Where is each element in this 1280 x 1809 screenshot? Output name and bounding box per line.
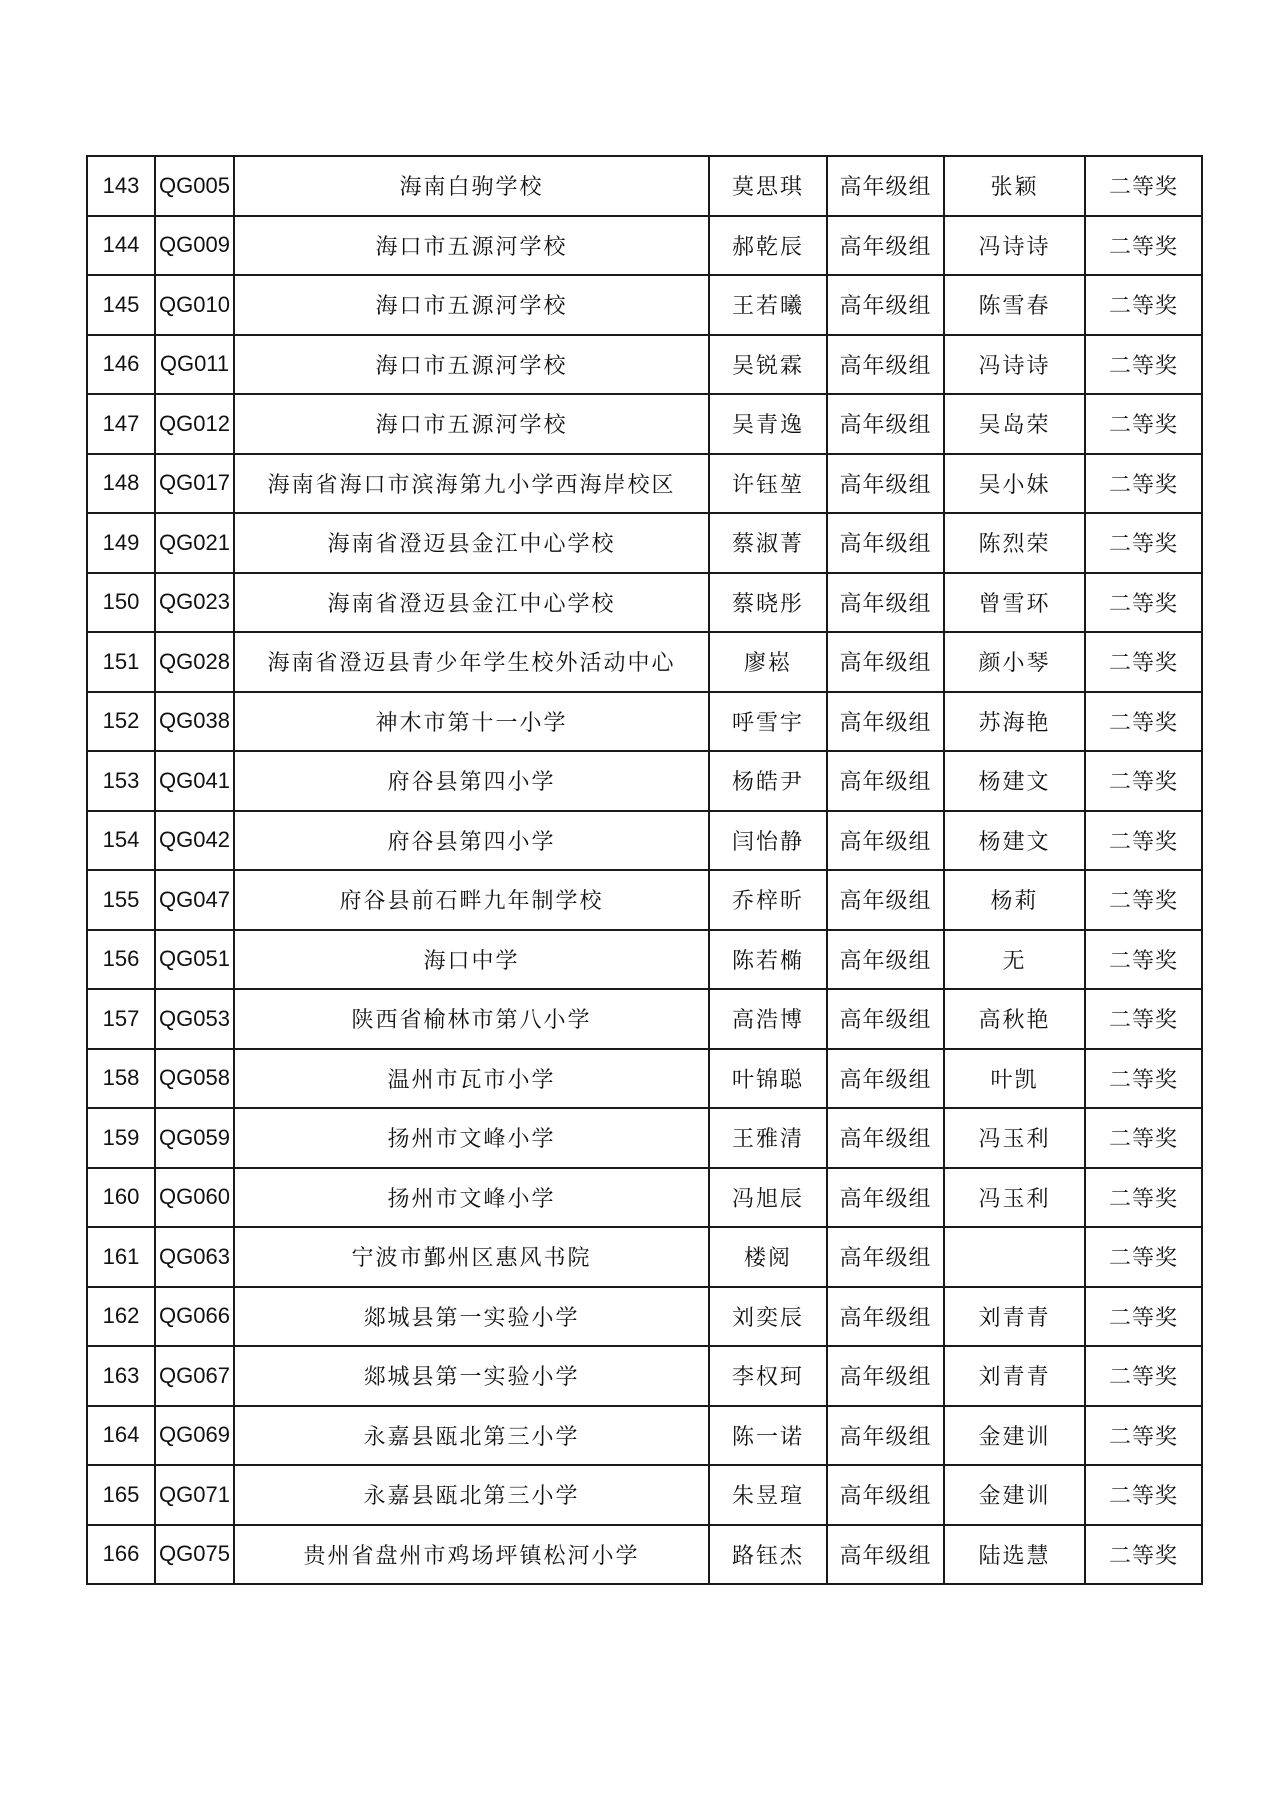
group-name-cell: 高年级组 — [827, 632, 944, 692]
award-level-cell: 二等奖 — [1085, 335, 1202, 395]
teacher-name-cell: 陈烈荣 — [944, 513, 1085, 573]
group-name-cell: 高年级组 — [827, 811, 944, 871]
school-name-cell: 陕西省榆林市第八小学 — [234, 989, 709, 1049]
row-number-cell: 149 — [87, 513, 155, 573]
award-level-cell: 二等奖 — [1085, 454, 1202, 514]
award-level-cell: 二等奖 — [1085, 275, 1202, 335]
teacher-name-cell: 冯玉利 — [944, 1168, 1085, 1228]
row-number-cell: 159 — [87, 1108, 155, 1168]
table-row — [87, 1168, 1202, 1228]
award-level-cell: 二等奖 — [1085, 1227, 1202, 1287]
student-name-cell: 吴锐霖 — [709, 335, 827, 395]
row-number-cell: 150 — [87, 573, 155, 633]
group-name-cell: 高年级组 — [827, 216, 944, 276]
teacher-name-cell: 高秋艳 — [944, 989, 1085, 1049]
entry-code-cell: QG009 — [155, 216, 234, 276]
entry-code-cell: QG041 — [155, 751, 234, 811]
teacher-name-cell: 无 — [944, 930, 1085, 990]
group-name-cell: 高年级组 — [827, 1525, 944, 1585]
entry-code-cell: QG058 — [155, 1049, 234, 1109]
school-name-cell: 扬州市文峰小学 — [234, 1168, 709, 1228]
teacher-name-cell: 杨建文 — [944, 811, 1085, 871]
entry-code-cell: QG059 — [155, 1108, 234, 1168]
row-number-cell: 151 — [87, 632, 155, 692]
teacher-name-cell — [944, 1227, 1085, 1287]
teacher-name-cell: 陈雪春 — [944, 275, 1085, 335]
teacher-name-cell: 金建训 — [944, 1406, 1085, 1466]
award-level-cell: 二等奖 — [1085, 870, 1202, 930]
student-name-cell: 王若曦 — [709, 275, 827, 335]
row-number-cell: 155 — [87, 870, 155, 930]
table-row — [87, 216, 1202, 276]
student-name-cell: 郝乾辰 — [709, 216, 827, 276]
award-level-cell: 二等奖 — [1085, 811, 1202, 871]
school-name-cell: 郯城县第一实验小学 — [234, 1346, 709, 1406]
award-level-cell: 二等奖 — [1085, 632, 1202, 692]
teacher-name-cell: 刘青青 — [944, 1287, 1085, 1347]
award-level-cell: 二等奖 — [1085, 573, 1202, 633]
row-number-cell: 164 — [87, 1406, 155, 1466]
teacher-name-cell: 冯玉利 — [944, 1108, 1085, 1168]
school-name-cell: 扬州市文峰小学 — [234, 1108, 709, 1168]
entry-code-cell: QG023 — [155, 573, 234, 633]
student-name-cell: 楼阅 — [709, 1227, 827, 1287]
school-name-cell: 永嘉县瓯北第三小学 — [234, 1406, 709, 1466]
award-level-cell: 二等奖 — [1085, 1108, 1202, 1168]
group-name-cell: 高年级组 — [827, 275, 944, 335]
student-name-cell: 蔡晓彤 — [709, 573, 827, 633]
group-name-cell: 高年级组 — [827, 1346, 944, 1406]
award-level-cell: 二等奖 — [1085, 692, 1202, 752]
table-row — [87, 1227, 1202, 1287]
award-level-cell: 二等奖 — [1085, 513, 1202, 573]
teacher-name-cell: 吴小妹 — [944, 454, 1085, 514]
group-name-cell: 高年级组 — [827, 156, 944, 216]
student-name-cell: 呼雪宇 — [709, 692, 827, 752]
award-level-cell: 二等奖 — [1085, 1346, 1202, 1406]
group-name-cell: 高年级组 — [827, 394, 944, 454]
school-name-cell: 海口市五源河学校 — [234, 216, 709, 276]
teacher-name-cell: 冯诗诗 — [944, 335, 1085, 395]
group-name-cell: 高年级组 — [827, 1287, 944, 1347]
award-level-cell: 二等奖 — [1085, 989, 1202, 1049]
student-name-cell: 闫怡静 — [709, 811, 827, 871]
award-list-page — [86, 155, 1201, 1585]
row-number-cell: 152 — [87, 692, 155, 752]
entry-code-cell: QG021 — [155, 513, 234, 573]
teacher-name-cell: 叶凯 — [944, 1049, 1085, 1109]
teacher-name-cell: 刘青青 — [944, 1346, 1085, 1406]
row-number-cell: 160 — [87, 1168, 155, 1228]
student-name-cell: 刘奕辰 — [709, 1287, 827, 1347]
teacher-name-cell: 张颖 — [944, 156, 1085, 216]
table-row — [87, 335, 1202, 395]
school-name-cell: 府谷县第四小学 — [234, 811, 709, 871]
entry-code-cell: QG005 — [155, 156, 234, 216]
student-name-cell: 许钰堃 — [709, 454, 827, 514]
row-number-cell: 162 — [87, 1287, 155, 1347]
student-name-cell: 陈若椭 — [709, 930, 827, 990]
school-name-cell: 府谷县第四小学 — [234, 751, 709, 811]
student-name-cell: 乔梓昕 — [709, 870, 827, 930]
school-name-cell: 海口市五源河学校 — [234, 335, 709, 395]
school-name-cell: 海口市五源河学校 — [234, 275, 709, 335]
award-table-body — [87, 156, 1202, 1584]
entry-code-cell: QG067 — [155, 1346, 234, 1406]
teacher-name-cell: 苏海艳 — [944, 692, 1085, 752]
entry-code-cell: QG066 — [155, 1287, 234, 1347]
table-row — [87, 1346, 1202, 1406]
teacher-name-cell: 吴岛荣 — [944, 394, 1085, 454]
student-name-cell: 高浩博 — [709, 989, 827, 1049]
table-row — [87, 156, 1202, 216]
row-number-cell: 154 — [87, 811, 155, 871]
school-name-cell: 海口中学 — [234, 930, 709, 990]
student-name-cell: 叶锦聪 — [709, 1049, 827, 1109]
row-number-cell: 158 — [87, 1049, 155, 1109]
entry-code-cell: QG069 — [155, 1406, 234, 1466]
entry-code-cell: QG038 — [155, 692, 234, 752]
student-name-cell: 廖崧 — [709, 632, 827, 692]
table-row — [87, 1525, 1202, 1585]
entry-code-cell: QG051 — [155, 930, 234, 990]
entry-code-cell: QG012 — [155, 394, 234, 454]
school-name-cell: 海口市五源河学校 — [234, 394, 709, 454]
award-level-cell: 二等奖 — [1085, 156, 1202, 216]
table-row — [87, 870, 1202, 930]
row-number-cell: 157 — [87, 989, 155, 1049]
entry-code-cell: QG042 — [155, 811, 234, 871]
school-name-cell: 海南省澄迈县金江中心学校 — [234, 513, 709, 573]
group-name-cell: 高年级组 — [827, 1227, 944, 1287]
award-level-cell: 二等奖 — [1085, 1525, 1202, 1585]
school-name-cell: 郯城县第一实验小学 — [234, 1287, 709, 1347]
table-row — [87, 811, 1202, 871]
table-row — [87, 1465, 1202, 1525]
group-name-cell: 高年级组 — [827, 1168, 944, 1228]
teacher-name-cell: 颜小琴 — [944, 632, 1085, 692]
award-level-cell: 二等奖 — [1085, 751, 1202, 811]
award-level-cell: 二等奖 — [1085, 216, 1202, 276]
entry-code-cell: QG075 — [155, 1525, 234, 1585]
group-name-cell: 高年级组 — [827, 1406, 944, 1466]
school-name-cell: 神木市第十一小学 — [234, 692, 709, 752]
row-number-cell: 166 — [87, 1525, 155, 1585]
teacher-name-cell: 陆选慧 — [944, 1525, 1085, 1585]
group-name-cell: 高年级组 — [827, 1049, 944, 1109]
row-number-cell: 147 — [87, 394, 155, 454]
row-number-cell: 153 — [87, 751, 155, 811]
entry-code-cell: QG028 — [155, 632, 234, 692]
group-name-cell: 高年级组 — [827, 513, 944, 573]
table-row — [87, 454, 1202, 514]
student-name-cell: 冯旭辰 — [709, 1168, 827, 1228]
school-name-cell: 贵州省盘州市鸡场坪镇松河小学 — [234, 1525, 709, 1585]
group-name-cell: 高年级组 — [827, 1465, 944, 1525]
student-name-cell: 李权珂 — [709, 1346, 827, 1406]
row-number-cell: 165 — [87, 1465, 155, 1525]
table-row — [87, 751, 1202, 811]
student-name-cell: 陈一诺 — [709, 1406, 827, 1466]
group-name-cell: 高年级组 — [827, 335, 944, 395]
student-name-cell: 莫思琪 — [709, 156, 827, 216]
entry-code-cell: QG053 — [155, 989, 234, 1049]
table-row — [87, 692, 1202, 752]
award-level-cell: 二等奖 — [1085, 1406, 1202, 1466]
group-name-cell: 高年级组 — [827, 1108, 944, 1168]
group-name-cell: 高年级组 — [827, 989, 944, 1049]
entry-code-cell: QG010 — [155, 275, 234, 335]
entry-code-cell: QG071 — [155, 1465, 234, 1525]
row-number-cell: 161 — [87, 1227, 155, 1287]
table-row — [87, 394, 1202, 454]
school-name-cell: 宁波市鄞州区惠风书院 — [234, 1227, 709, 1287]
school-name-cell: 温州市瓦市小学 — [234, 1049, 709, 1109]
award-level-cell: 二等奖 — [1085, 1168, 1202, 1228]
award-level-cell: 二等奖 — [1085, 394, 1202, 454]
row-number-cell: 144 — [87, 216, 155, 276]
table-row — [87, 930, 1202, 990]
table-row — [87, 989, 1202, 1049]
award-level-cell: 二等奖 — [1085, 930, 1202, 990]
table-row — [87, 1049, 1202, 1109]
award-level-cell: 二等奖 — [1085, 1049, 1202, 1109]
award-level-cell: 二等奖 — [1085, 1465, 1202, 1525]
entry-code-cell: QG060 — [155, 1168, 234, 1228]
teacher-name-cell: 曾雪环 — [944, 573, 1085, 633]
table-row — [87, 573, 1202, 633]
entry-code-cell: QG063 — [155, 1227, 234, 1287]
student-name-cell: 王雅清 — [709, 1108, 827, 1168]
table-row — [87, 1287, 1202, 1347]
school-name-cell: 海南白驹学校 — [234, 156, 709, 216]
award-table — [86, 155, 1203, 1585]
student-name-cell: 朱昱瑄 — [709, 1465, 827, 1525]
student-name-cell: 吴青逸 — [709, 394, 827, 454]
table-row — [87, 632, 1202, 692]
teacher-name-cell: 杨建文 — [944, 751, 1085, 811]
school-name-cell: 海南省澄迈县青少年学生校外活动中心 — [234, 632, 709, 692]
teacher-name-cell: 金建训 — [944, 1465, 1085, 1525]
teacher-name-cell: 杨莉 — [944, 870, 1085, 930]
teacher-name-cell: 冯诗诗 — [944, 216, 1085, 276]
school-name-cell: 永嘉县瓯北第三小学 — [234, 1465, 709, 1525]
entry-code-cell: QG017 — [155, 454, 234, 514]
award-level-cell: 二等奖 — [1085, 1287, 1202, 1347]
row-number-cell: 145 — [87, 275, 155, 335]
group-name-cell: 高年级组 — [827, 751, 944, 811]
student-name-cell: 杨皓尹 — [709, 751, 827, 811]
row-number-cell: 163 — [87, 1346, 155, 1406]
row-number-cell: 156 — [87, 930, 155, 990]
entry-code-cell: QG011 — [155, 335, 234, 395]
student-name-cell: 蔡淑菁 — [709, 513, 827, 573]
table-row — [87, 275, 1202, 335]
student-name-cell: 路钰杰 — [709, 1525, 827, 1585]
table-row — [87, 1108, 1202, 1168]
row-number-cell: 146 — [87, 335, 155, 395]
row-number-cell: 143 — [87, 156, 155, 216]
group-name-cell: 高年级组 — [827, 930, 944, 990]
entry-code-cell: QG047 — [155, 870, 234, 930]
school-name-cell: 海南省澄迈县金江中心学校 — [234, 573, 709, 633]
table-row — [87, 513, 1202, 573]
group-name-cell: 高年级组 — [827, 573, 944, 633]
school-name-cell: 海南省海口市滨海第九小学西海岸校区 — [234, 454, 709, 514]
group-name-cell: 高年级组 — [827, 870, 944, 930]
row-number-cell: 148 — [87, 454, 155, 514]
group-name-cell: 高年级组 — [827, 454, 944, 514]
table-row — [87, 1406, 1202, 1466]
group-name-cell: 高年级组 — [827, 692, 944, 752]
school-name-cell: 府谷县前石畔九年制学校 — [234, 870, 709, 930]
